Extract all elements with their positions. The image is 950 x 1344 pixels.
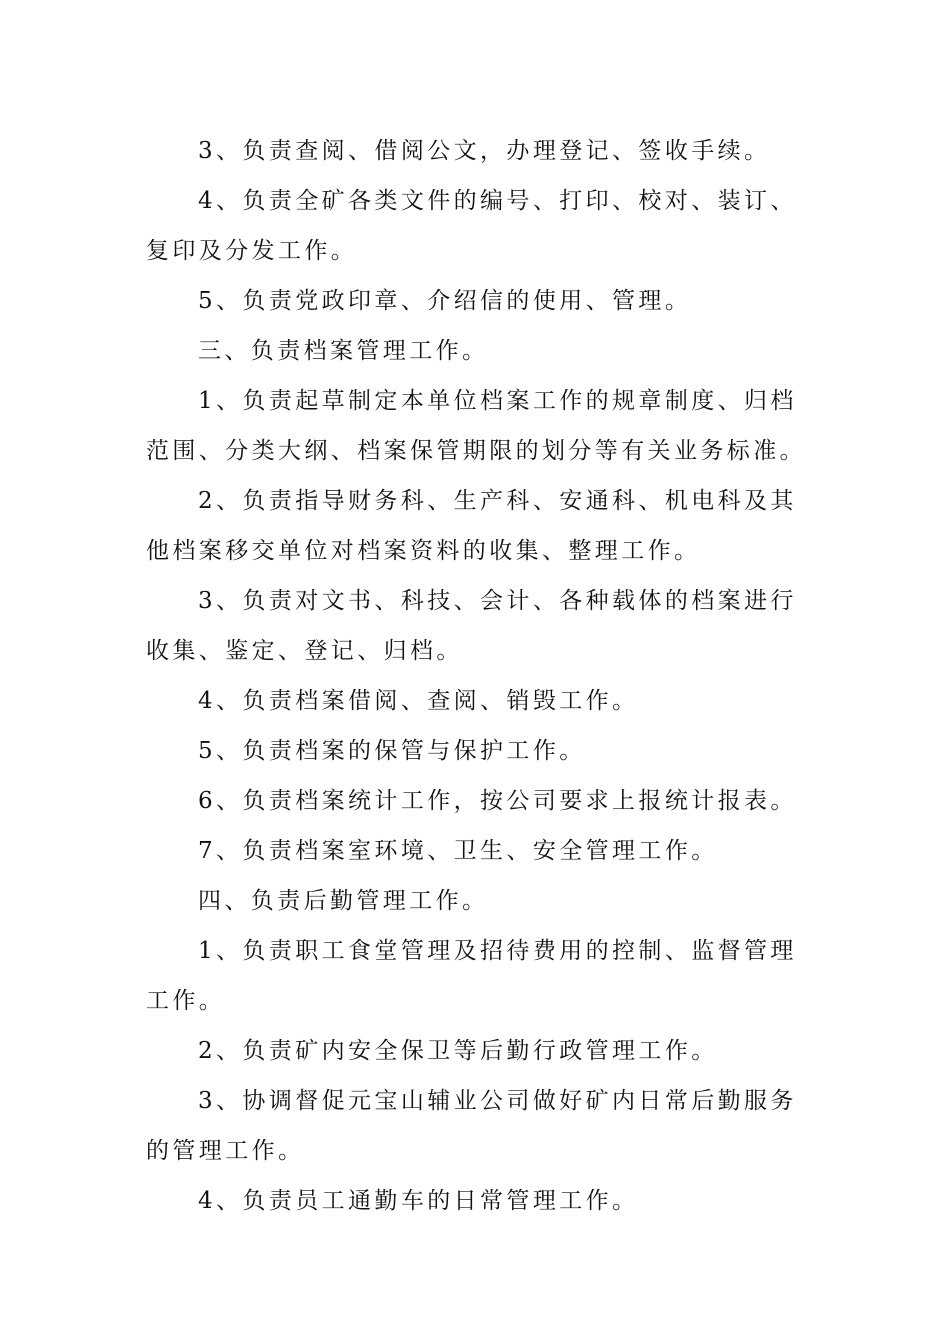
paragraph: 1、负责职工食堂管理及招待费用的控制、监督管理工作。 <box>146 938 797 1014</box>
paragraph: 3、负责查阅、借阅公文，办理登记、签收手续。 <box>198 138 771 164</box>
paragraph: 3、协调督促元宝山辅业公司做好矿内日常后勤服务的管理工作。 <box>146 1088 797 1164</box>
paragraph: 4、负责员工通勤车的日常管理工作。 <box>198 1188 639 1214</box>
paragraph: 4、负责档案借阅、查阅、销毁工作。 <box>198 688 639 714</box>
paragraph: 4、负责全矿各类文件的编号、打印、校对、装订、复印及分发工作。 <box>146 188 797 264</box>
paragraph: 3、负责对文书、科技、会计、各种载体的档案进行收集、鉴定、登记、归档。 <box>146 588 797 664</box>
paragraph: 2、负责矿内安全保卫等后勤行政管理工作。 <box>198 1038 718 1064</box>
paragraph: 5、负责档案的保管与保护工作。 <box>198 738 586 764</box>
paragraph: 6、负责档案统计工作，按公司要求上报统计报表。 <box>198 788 797 814</box>
paragraph: 1、负责起草制定本单位档案工作的规章制度、归档范围、分类大纲、档案保管期限的划分等有关业务标准。 <box>146 388 806 464</box>
section-heading: 四、负责后勤管理工作。 <box>198 888 489 914</box>
paragraph: 5、负责党政印章、介绍信的使用、管理。 <box>198 288 692 314</box>
section-heading: 三、负责档案管理工作。 <box>198 338 489 364</box>
document-body <box>146 126 806 1226</box>
paragraph: 2、负责指导财务科、生产科、安通科、机电科及其他档案移交单位对档案资料的收集、整理工作。 <box>146 488 797 564</box>
paragraph: 7、负责档案室环境、卫生、安全管理工作。 <box>198 838 718 864</box>
